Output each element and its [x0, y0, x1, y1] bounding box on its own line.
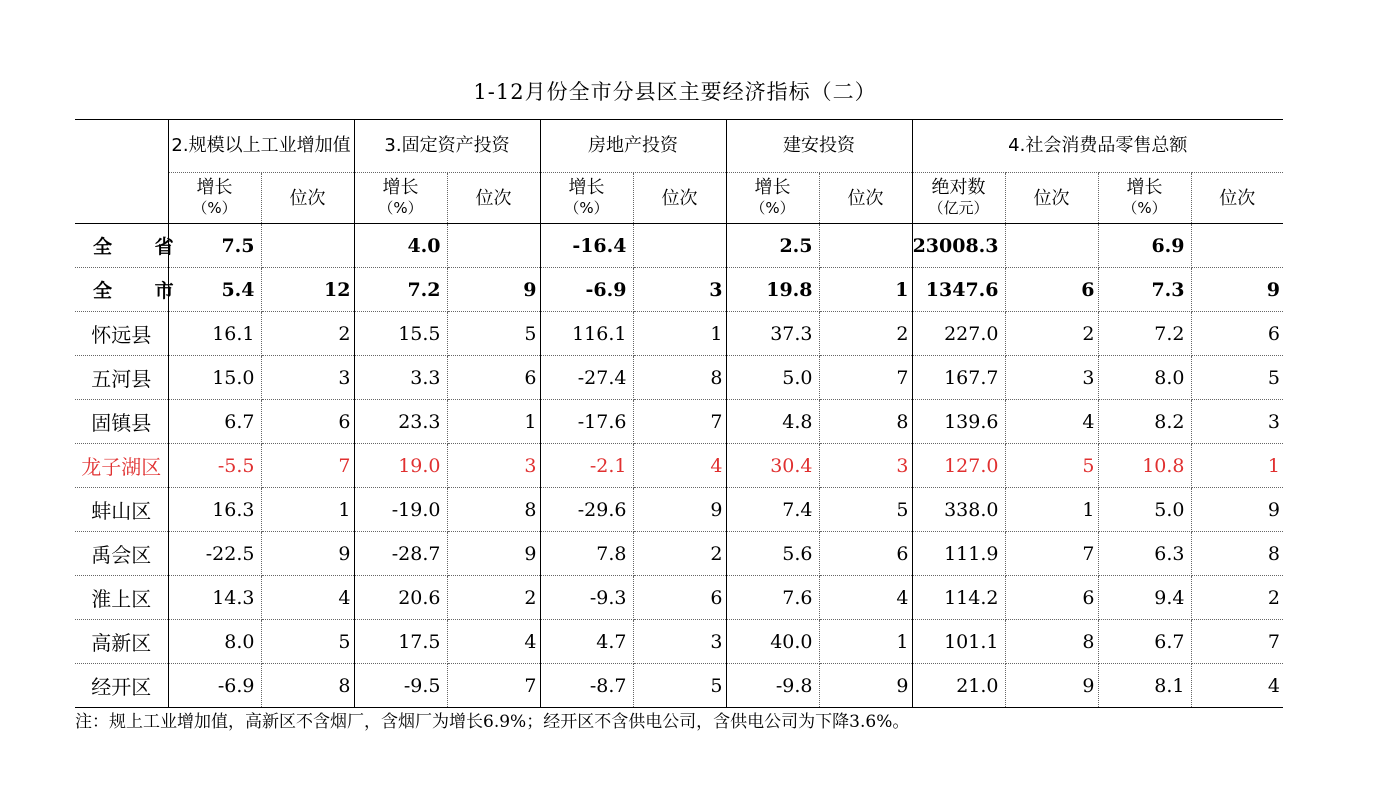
rank-cell: 7	[261, 444, 354, 488]
value-cell: 17.5	[354, 620, 447, 664]
row-name: 五河县	[75, 356, 168, 400]
header-row-sub	[75, 173, 1283, 224]
value-cell: 20.6	[354, 576, 447, 620]
value-cell: 227.0	[912, 312, 1005, 356]
value-cell: 338.0	[912, 488, 1005, 532]
rank-cell: 6	[1005, 576, 1098, 620]
rank-cell: 9	[447, 532, 540, 576]
value-cell: 7.2	[354, 268, 447, 312]
subheader-rank: 位次	[447, 173, 540, 224]
rank-cell: 5	[261, 620, 354, 664]
subheader-rank: 位次	[261, 173, 354, 224]
rank-cell: 3	[1005, 356, 1098, 400]
rank-cell: 5	[819, 488, 912, 532]
table-row	[75, 664, 1283, 708]
header-industrial: 2.规模以上工业增加值	[168, 120, 354, 173]
table-row	[75, 356, 1283, 400]
rank-cell: 4	[261, 576, 354, 620]
value-cell: 7.3	[1098, 268, 1191, 312]
value-cell: -29.6	[540, 488, 633, 532]
subheader-rank: 位次	[819, 173, 912, 224]
table-row	[75, 620, 1283, 664]
value-cell: 15.5	[354, 312, 447, 356]
table-row	[75, 400, 1283, 444]
value-cell: 111.9	[912, 532, 1005, 576]
rank-cell: 4	[633, 444, 726, 488]
rank-cell: 3	[1191, 400, 1283, 444]
rank-cell	[819, 224, 912, 268]
subheader-label: 增长	[754, 177, 791, 198]
table-row	[75, 312, 1283, 356]
value-cell: 5.0	[726, 356, 819, 400]
value-cell: 9.4	[1098, 576, 1191, 620]
value-cell: 19.0	[354, 444, 447, 488]
value-cell: 40.0	[726, 620, 819, 664]
value-cell: 127.0	[912, 444, 1005, 488]
value-cell: 16.3	[168, 488, 261, 532]
rank-cell: 9	[633, 488, 726, 532]
row-name: 禹会区	[75, 532, 168, 576]
value-cell: 8.0	[168, 620, 261, 664]
rank-cell: 6	[1005, 268, 1098, 312]
header-construction: 建安投资	[726, 120, 912, 173]
value-cell: 2.5	[726, 224, 819, 268]
value-cell: -19.0	[354, 488, 447, 532]
rank-cell: 2	[1191, 576, 1283, 620]
value-cell: 37.3	[726, 312, 819, 356]
subheader-label: 绝对数	[931, 177, 986, 198]
rank-cell: 6	[633, 576, 726, 620]
header-real-estate: 房地产投资	[540, 120, 726, 173]
value-cell: -8.7	[540, 664, 633, 708]
rank-cell: 1	[447, 400, 540, 444]
table-row	[75, 488, 1283, 532]
value-cell: -9.3	[540, 576, 633, 620]
value-cell: 7.5	[168, 224, 261, 268]
value-cell: 116.1	[540, 312, 633, 356]
value-cell: 5.6	[726, 532, 819, 576]
value-cell: 4.7	[540, 620, 633, 664]
value-cell: 14.3	[168, 576, 261, 620]
rank-cell: 2	[819, 312, 912, 356]
value-cell: 6.7	[168, 400, 261, 444]
rank-cell: 4	[1191, 664, 1283, 708]
subheader-growth	[168, 173, 261, 224]
value-cell: 6.9	[1098, 224, 1191, 268]
rank-cell: 5	[1005, 444, 1098, 488]
value-cell: -5.5	[168, 444, 261, 488]
rank-cell: 8	[447, 488, 540, 532]
header-retail: 4.社会消费品零售总额	[912, 120, 1283, 173]
value-cell: 167.7	[912, 356, 1005, 400]
rank-cell: 7	[633, 400, 726, 444]
rank-cell: 1	[633, 312, 726, 356]
value-cell: 101.1	[912, 620, 1005, 664]
row-name: 固镇县	[75, 400, 168, 444]
value-cell: -9.5	[354, 664, 447, 708]
footnote: 注：规上工业增加值，高新区不含烟厂，含烟厂为增长6.9%；经开区不含供电公司，含供电公司为下降3.6%。	[75, 712, 910, 732]
subheader-absolute	[912, 173, 1005, 224]
rank-cell: 4	[1005, 400, 1098, 444]
rank-cell: 7	[447, 664, 540, 708]
rank-cell	[1005, 224, 1098, 268]
subheader-rank: 位次	[1191, 173, 1283, 224]
table-row	[75, 268, 1283, 312]
rank-cell	[633, 224, 726, 268]
value-cell: 3.3	[354, 356, 447, 400]
rank-cell: 9	[1191, 488, 1283, 532]
subheader-unit: （%）	[1122, 199, 1167, 217]
rank-cell: 9	[261, 532, 354, 576]
header-corner-cell	[75, 120, 168, 224]
value-cell: 5.0	[1098, 488, 1191, 532]
subheader-growth	[540, 173, 633, 224]
value-cell: -6.9	[168, 664, 261, 708]
value-cell: -22.5	[168, 532, 261, 576]
rank-cell: 12	[261, 268, 354, 312]
subheader-unit: （%）	[750, 199, 795, 217]
value-cell: 8.1	[1098, 664, 1191, 708]
value-cell: 6.7	[1098, 620, 1191, 664]
rank-cell: 1	[819, 620, 912, 664]
rank-cell: 6	[447, 356, 540, 400]
value-cell: -17.6	[540, 400, 633, 444]
value-cell: -6.9	[540, 268, 633, 312]
value-cell: 16.1	[168, 312, 261, 356]
value-cell: 8.2	[1098, 400, 1191, 444]
rank-cell: 8	[1005, 620, 1098, 664]
value-cell: 21.0	[912, 664, 1005, 708]
value-cell: 15.0	[168, 356, 261, 400]
header-row-groups	[75, 120, 1283, 173]
subheader-unit: （%）	[378, 199, 423, 217]
page-title: 1-12月份全市分县区主要经济指标（二）	[473, 80, 877, 104]
value-cell: -16.4	[540, 224, 633, 268]
rank-cell: 8	[819, 400, 912, 444]
rank-cell	[261, 224, 354, 268]
economic-indicators-table	[75, 119, 1283, 708]
rank-cell: 7	[1191, 620, 1283, 664]
rank-cell: 5	[447, 312, 540, 356]
table-row	[75, 224, 1283, 268]
value-cell: 19.8	[726, 268, 819, 312]
value-cell: 30.4	[726, 444, 819, 488]
value-cell: 23.3	[354, 400, 447, 444]
value-cell: 10.8	[1098, 444, 1191, 488]
rank-cell: 6	[261, 400, 354, 444]
rank-cell: 6	[1191, 312, 1283, 356]
value-cell: 7.8	[540, 532, 633, 576]
row-name: 全 省	[75, 224, 168, 268]
subheader-growth	[1098, 173, 1191, 224]
rank-cell: 3	[633, 268, 726, 312]
value-cell: 6.3	[1098, 532, 1191, 576]
table-row	[75, 532, 1283, 576]
value-cell: 4.8	[726, 400, 819, 444]
table-row	[75, 576, 1283, 620]
rank-cell: 3	[633, 620, 726, 664]
row-name: 全 市	[75, 268, 168, 312]
subheader-unit: （%）	[564, 199, 609, 217]
rank-cell	[1191, 224, 1283, 268]
rank-cell: 3	[261, 356, 354, 400]
rank-cell: 9	[447, 268, 540, 312]
rank-cell: 3	[819, 444, 912, 488]
value-cell: 139.6	[912, 400, 1005, 444]
value-cell: 4.0	[354, 224, 447, 268]
rank-cell: 5	[1191, 356, 1283, 400]
rank-cell: 3	[447, 444, 540, 488]
value-cell: 1347.6	[912, 268, 1005, 312]
subheader-unit: （亿元）	[928, 199, 989, 217]
subheader-label: 增长	[382, 177, 419, 198]
rank-cell: 4	[447, 620, 540, 664]
value-cell: 7.4	[726, 488, 819, 532]
row-name: 蚌山区	[75, 488, 168, 532]
value-cell: 114.2	[912, 576, 1005, 620]
row-name: 龙子湖区	[75, 444, 168, 488]
subheader-rank: 位次	[1005, 173, 1098, 224]
rank-cell: 1	[1005, 488, 1098, 532]
value-cell: 7.6	[726, 576, 819, 620]
rank-cell: 2	[447, 576, 540, 620]
rank-cell: 4	[819, 576, 912, 620]
value-cell: -28.7	[354, 532, 447, 576]
rank-cell	[447, 224, 540, 268]
rank-cell: 1	[819, 268, 912, 312]
value-cell: 23008.3	[912, 224, 1005, 268]
rank-cell: 2	[261, 312, 354, 356]
rank-cell: 2	[1005, 312, 1098, 356]
subheader-label: 增长	[568, 177, 605, 198]
subheader-label: 增长	[196, 177, 233, 198]
rank-cell: 5	[633, 664, 726, 708]
rank-cell: 7	[819, 356, 912, 400]
row-name: 淮上区	[75, 576, 168, 620]
rank-cell: 8	[633, 356, 726, 400]
row-name: 经开区	[75, 664, 168, 708]
value-cell: 5.4	[168, 268, 261, 312]
value-cell: 7.2	[1098, 312, 1191, 356]
value-cell: 8.0	[1098, 356, 1191, 400]
subheader-growth	[354, 173, 447, 224]
rank-cell: 9	[1005, 664, 1098, 708]
value-cell: -27.4	[540, 356, 633, 400]
subheader-label: 增长	[1126, 177, 1163, 198]
subheader-growth	[726, 173, 819, 224]
rank-cell: 7	[1005, 532, 1098, 576]
rank-cell: 1	[261, 488, 354, 532]
rank-cell: 2	[633, 532, 726, 576]
row-name: 怀远县	[75, 312, 168, 356]
rank-cell: 9	[1191, 268, 1283, 312]
subheader-unit: （%）	[192, 199, 237, 217]
header-fixed-investment: 3.固定资产投资	[354, 120, 540, 173]
rank-cell: 8	[261, 664, 354, 708]
rank-cell: 1	[1191, 444, 1283, 488]
table-row	[75, 444, 1283, 488]
subheader-rank: 位次	[633, 173, 726, 224]
value-cell: -9.8	[726, 664, 819, 708]
value-cell: -2.1	[540, 444, 633, 488]
rank-cell: 6	[819, 532, 912, 576]
rank-cell: 9	[819, 664, 912, 708]
rank-cell: 8	[1191, 532, 1283, 576]
row-name: 高新区	[75, 620, 168, 664]
